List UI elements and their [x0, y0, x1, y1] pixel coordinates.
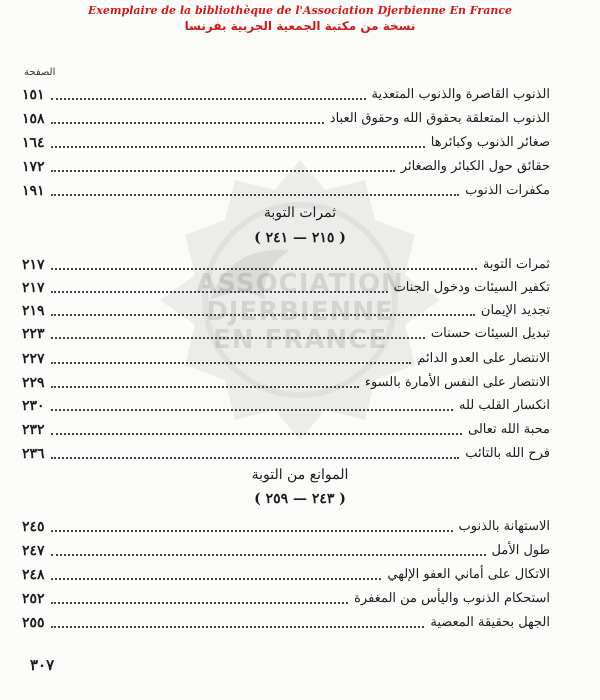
library-stamp: [0, 4, 600, 34]
toc-entry-title: استحكام الذنوب واليأس من المغفرة: [354, 591, 550, 606]
leader-dots: [51, 291, 388, 293]
toc-entry: [22, 178, 550, 200]
toc-entry-page: ١٥١: [22, 87, 45, 103]
toc-entry-page: ٢١٧: [22, 257, 45, 273]
leader-dots: [51, 146, 425, 148]
leader-dots: [51, 433, 462, 435]
leader-dots: [51, 578, 382, 580]
toc-entry-title: الجهل بحقيقة المعصية: [430, 615, 550, 630]
leader-dots: [51, 409, 453, 411]
toc-entry-page: ١٩١: [22, 183, 45, 199]
toc-entry-page: ٢١٧: [22, 280, 45, 296]
toc-entry-page: ٢٥٢: [22, 591, 45, 607]
toc-entry: [22, 370, 550, 392]
leader-dots: [51, 457, 460, 459]
leader-dots: [51, 122, 324, 124]
toc-entry-page: ٢٣٢: [22, 422, 45, 438]
toc-entry: [22, 441, 550, 463]
page-folio-number: ٣٠٧: [30, 656, 55, 674]
leader-dots: [51, 554, 486, 556]
toc-entry-title: تبديل السيئات حسنات: [430, 326, 550, 341]
toc-entry-page: ١٦٤: [22, 135, 45, 151]
toc-entry-page: ٢٢٣: [22, 326, 45, 342]
toc-entry-page: ٢٣٦: [22, 446, 45, 462]
watermark-text: ASSOCIATION DJERBIENNE EN FRANCE: [196, 269, 404, 355]
leader-dots: [51, 268, 477, 270]
toc-entry-title: تكفير السيئات ودخول الجنات: [393, 280, 550, 295]
toc-entry-page: ٢٢٧: [22, 351, 45, 367]
toc-entry-page: ٢٤٨: [22, 567, 45, 583]
toc-entry-page: ٢٣٠: [22, 398, 45, 414]
toc-entry-title: محبة الله تعالى: [467, 422, 550, 437]
toc-entry-page: ٢٤٧: [22, 543, 45, 559]
toc-entry-title: الاتكال على أماني العفو الإلهي: [387, 567, 550, 582]
toc-entry: [22, 417, 550, 439]
toc-entry: [22, 82, 550, 104]
toc-entry-title: طول الأمل: [491, 543, 550, 558]
toc-entry: [22, 275, 550, 297]
toc-entry: [22, 154, 550, 176]
leader-dots: [51, 194, 460, 196]
toc-entry-title: الذنوب القاصرة والذنوب المتعدية: [371, 87, 550, 102]
toc-entry-title: حقائق حول الكبائر والصغائر: [400, 159, 550, 174]
toc-entry: [22, 298, 550, 320]
page-column-label: الصفحة: [24, 67, 56, 78]
toc-entry: [22, 252, 550, 274]
toc-entry-title: انكسار القلب لله: [459, 398, 550, 413]
toc-entry: [22, 514, 550, 536]
toc-entry-title: صغائر الذنوب وكبائرها: [430, 135, 550, 150]
toc-entry-page: ٢٥٥: [22, 615, 45, 631]
section-title: الموانع من التوبة: [251, 467, 349, 483]
toc-entry-title: فرح الله بالتائب: [465, 446, 550, 461]
leader-dots: [51, 626, 425, 628]
toc-entry-page: ٢١٩: [22, 303, 45, 319]
leader-dots: [51, 98, 366, 100]
toc-entry-title: الاستهانة بالذنوب: [458, 519, 550, 534]
toc-entry: [22, 610, 550, 632]
leader-dots: [51, 170, 395, 172]
toc-entry-page: ٢٤٥: [22, 519, 45, 535]
section-title: ثمرات التوبة: [263, 205, 337, 221]
toc-entry-page: ١٧٢: [22, 159, 45, 175]
toc-entry-title: الانتصار على العدو الدائم: [417, 351, 550, 366]
toc-entry: [22, 106, 550, 128]
toc-entry-page: ١٥٨: [22, 111, 45, 127]
leader-dots: [51, 530, 453, 532]
toc-entry: [22, 562, 550, 584]
toc-entry-title: تجديد الإيمان: [480, 303, 550, 318]
leader-dots: [51, 314, 475, 316]
toc-entry: [22, 346, 550, 368]
section-page-range: ( ٢٤٣ — ٢٥٩ ): [254, 491, 346, 507]
stamp-french-line: Exemplaire de la bibliothèque de l'Association Djerbienne En France: [87, 4, 513, 17]
toc-entry: [22, 538, 550, 560]
toc-entry-page: ٢٢٩: [22, 375, 45, 391]
toc-entry-title: مكفرات الذنوب: [465, 183, 550, 198]
toc-entry-title: الانتصار على النفس الأمارة بالسوء: [364, 375, 550, 390]
toc-entry-title: ثمرات التوبة: [482, 257, 550, 272]
section-page-range: ( ٢١٥ — ٢٤١ ): [254, 230, 346, 246]
toc-entry: [22, 130, 550, 152]
stamp-arabic-line: نسخة من مكتبة الجمعية الجربية بفرنسا: [184, 19, 416, 33]
leader-dots: [51, 337, 425, 339]
toc-entry: [22, 393, 550, 415]
leader-dots: [51, 362, 412, 364]
toc-entry-title: الذنوب المتعلقة بحقوق الله وحقوق العباد: [329, 111, 550, 126]
toc-entry: [22, 586, 550, 608]
toc-entry: [22, 321, 550, 343]
leader-dots: [51, 602, 349, 604]
leader-dots: [51, 386, 359, 388]
